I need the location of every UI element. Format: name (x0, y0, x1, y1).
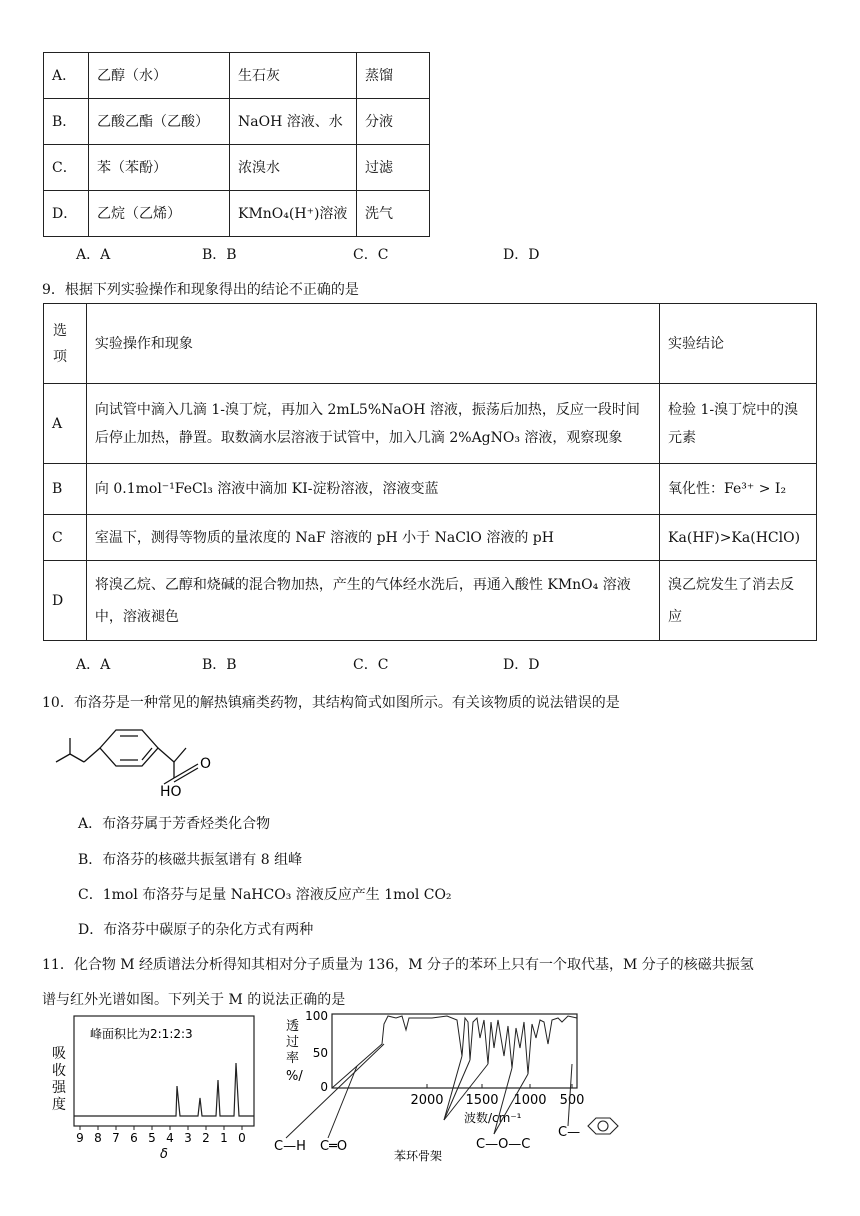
nmr-ratio-label: 峰面积比为2:1:2:3 (90, 1027, 193, 1041)
cell: 洗气 (357, 191, 430, 237)
option-a[interactable]: A．A (76, 657, 111, 673)
cell: 向 0.1mol⁻¹FeCl₃ 溶液中滴加 KI-淀粉溶液，溶液变蓝 (86, 464, 659, 515)
cell: A． (44, 53, 89, 99)
choice-c[interactable]: C．1mol 布洛芬与足量 NaHCO₃ 溶液反应产生 1mol CO₂ (78, 887, 452, 903)
ir-xtick: 500 (559, 1093, 585, 1108)
cell: 浓溴水 (230, 145, 357, 191)
ir-ytick: 50 (312, 1046, 328, 1060)
struct-label-ho: HO (160, 784, 182, 800)
nmr-xlabel: δ (160, 1147, 168, 1162)
nmr-xtick: 7 (112, 1131, 120, 1145)
q9-stem: 9．根据下列实验操作和现象得出的结论不正确的是 (42, 282, 359, 298)
ir-xtick: 1000 (513, 1093, 547, 1108)
ir-ytick: 100 (305, 1009, 328, 1023)
cell: 乙烷（乙烯） (89, 191, 230, 237)
ibuprofen-structure (48, 718, 238, 800)
table-row (44, 99, 430, 145)
nmr-ylabel-char: 强 (52, 1080, 66, 1096)
option-b[interactable]: B．B (202, 247, 237, 263)
nmr-ylabel-char: 吸 (52, 1046, 66, 1062)
option-d[interactable]: D．D (503, 247, 540, 263)
ir-ylabel-char: 透 (286, 1019, 300, 1034)
nmr-xtick: 6 (130, 1131, 138, 1145)
cell: KMnO₄(H⁺)溶液 (230, 191, 357, 237)
cell: 溴乙烷发生了消去反应 (660, 561, 817, 641)
cell: B (44, 464, 87, 515)
table-row (44, 561, 817, 641)
nmr-xtick: 8 (94, 1131, 102, 1145)
phenyl-ring (588, 1118, 618, 1134)
cell: 室温下，测得等物质的量浓度的 NaF 溶液的 pH 小于 NaClO 溶液的 pH (86, 515, 659, 561)
cell: D． (44, 191, 89, 237)
ir-ylabel-char: 过 (286, 1035, 300, 1050)
cell: 过滤 (357, 145, 430, 191)
table-row (44, 145, 430, 191)
cell: C (44, 515, 87, 561)
cell: B． (44, 99, 89, 145)
choice-b[interactable]: B．布洛芬的核磁共振氢谱有 8 组峰 (78, 852, 303, 868)
cell: A (44, 384, 87, 464)
q8-options (0, 244, 860, 264)
nmr-xtick: 0 (238, 1131, 246, 1145)
q9-table (43, 303, 817, 641)
ir-annotation-cphenyl: C— (558, 1125, 581, 1140)
cell: 乙醇（水） (89, 53, 230, 99)
q8-table (43, 52, 430, 237)
struct-label-o: O (200, 756, 212, 772)
nmr-ylabel-char: 度 (52, 1097, 66, 1113)
nmr-spectrum (46, 1008, 266, 1168)
cell: 氧化性：Fe³⁺ > I₂ (660, 464, 817, 515)
choice-a[interactable]: A．布洛芬属于芳香烃类化合物 (78, 816, 271, 832)
q11-stem-line2: 谱与红外光谱如图。下列关于 M 的说法正确的是 (42, 992, 346, 1008)
cell: 将溴乙烷、乙醇和烧碱的混合物加热，产生的气体经水洗后，再通入酸性 KMnO₄ 溶液中，溶液褪色 (86, 561, 659, 641)
nmr-xtick: 3 (184, 1131, 192, 1145)
cell: 生石灰 (230, 53, 357, 99)
nmr-xtick: 5 (148, 1131, 156, 1145)
cell: D (44, 561, 87, 641)
ir-xtick: 1500 (465, 1093, 499, 1108)
cell: 向试管中滴入几滴 1-溴丁烷，再加入 2mL5%NaOH 溶液，振荡后加热，反应一段时间后停止加热，静置。取数滴水层溶液于试管中，加入几滴 2%AgNO₃ 溶液，观察现象 (86, 384, 659, 464)
table-row (44, 53, 430, 99)
ir-annotation-co: C═O (320, 1139, 348, 1154)
header-cell: 实验结论 (660, 304, 817, 384)
cell: 乙酸乙酯（乙酸） (89, 99, 230, 145)
ir-annotation-coc: C—O—C (476, 1137, 531, 1152)
ir-annotation-benzene: 苯环骨架 (394, 1149, 443, 1163)
cell: NaOH 溶液、水 (230, 99, 357, 145)
ir-spectrum (272, 1008, 632, 1168)
option-b[interactable]: B．B (202, 657, 237, 673)
option-a[interactable]: A．A (76, 247, 111, 263)
cell: Ka(HF)>Ka(HClO) (660, 515, 817, 561)
option-c[interactable]: C．C (353, 247, 389, 263)
table-row (44, 304, 817, 384)
choice-d[interactable]: D．布洛芬中碳原子的杂化方式有两种 (78, 922, 314, 938)
cell: 苯（苯酚） (89, 145, 230, 191)
nmr-xtick: 1 (220, 1131, 228, 1145)
q10-stem: 10．布洛芬是一种常见的解热镇痛类药物，其结构简式如图所示。有关该物质的说法错误的是 (42, 695, 620, 711)
ir-xlabel: 波数/cm⁻¹ (464, 1111, 522, 1125)
nmr-xtick: 9 (76, 1131, 84, 1145)
option-d[interactable]: D．D (503, 657, 540, 673)
nmr-xtick: 2 (202, 1131, 210, 1145)
cell: 分液 (357, 99, 430, 145)
ir-ytick: 0 (320, 1080, 328, 1094)
table-row (44, 191, 430, 237)
ir-annotation-ch: C—H (274, 1139, 306, 1154)
header-cell: 实验操作和现象 (86, 304, 659, 384)
cell: C． (44, 145, 89, 191)
nmr-xtick: 4 (166, 1131, 174, 1145)
q11-stem-line1: 11．化合物 M 经质谱法分析得知其相对分子质量为 136，M 分子的苯环上只有一个取代基，M 分子的核磁共振氢 (42, 957, 754, 973)
table-row (44, 515, 817, 561)
table-row (44, 384, 817, 464)
table-row (44, 464, 817, 515)
ir-ylabel-char: %/ (286, 1069, 303, 1084)
q9-options (0, 654, 860, 674)
header-cell: 选项 (44, 304, 87, 384)
cell: 蒸馏 (357, 53, 430, 99)
ir-xtick: 2000 (410, 1093, 444, 1108)
cell: 检验 1-溴丁烷中的溴元素 (660, 384, 817, 464)
ir-ylabel-char: 率 (286, 1051, 300, 1066)
nmr-ylabel-char: 收 (52, 1063, 66, 1079)
option-c[interactable]: C．C (353, 657, 389, 673)
